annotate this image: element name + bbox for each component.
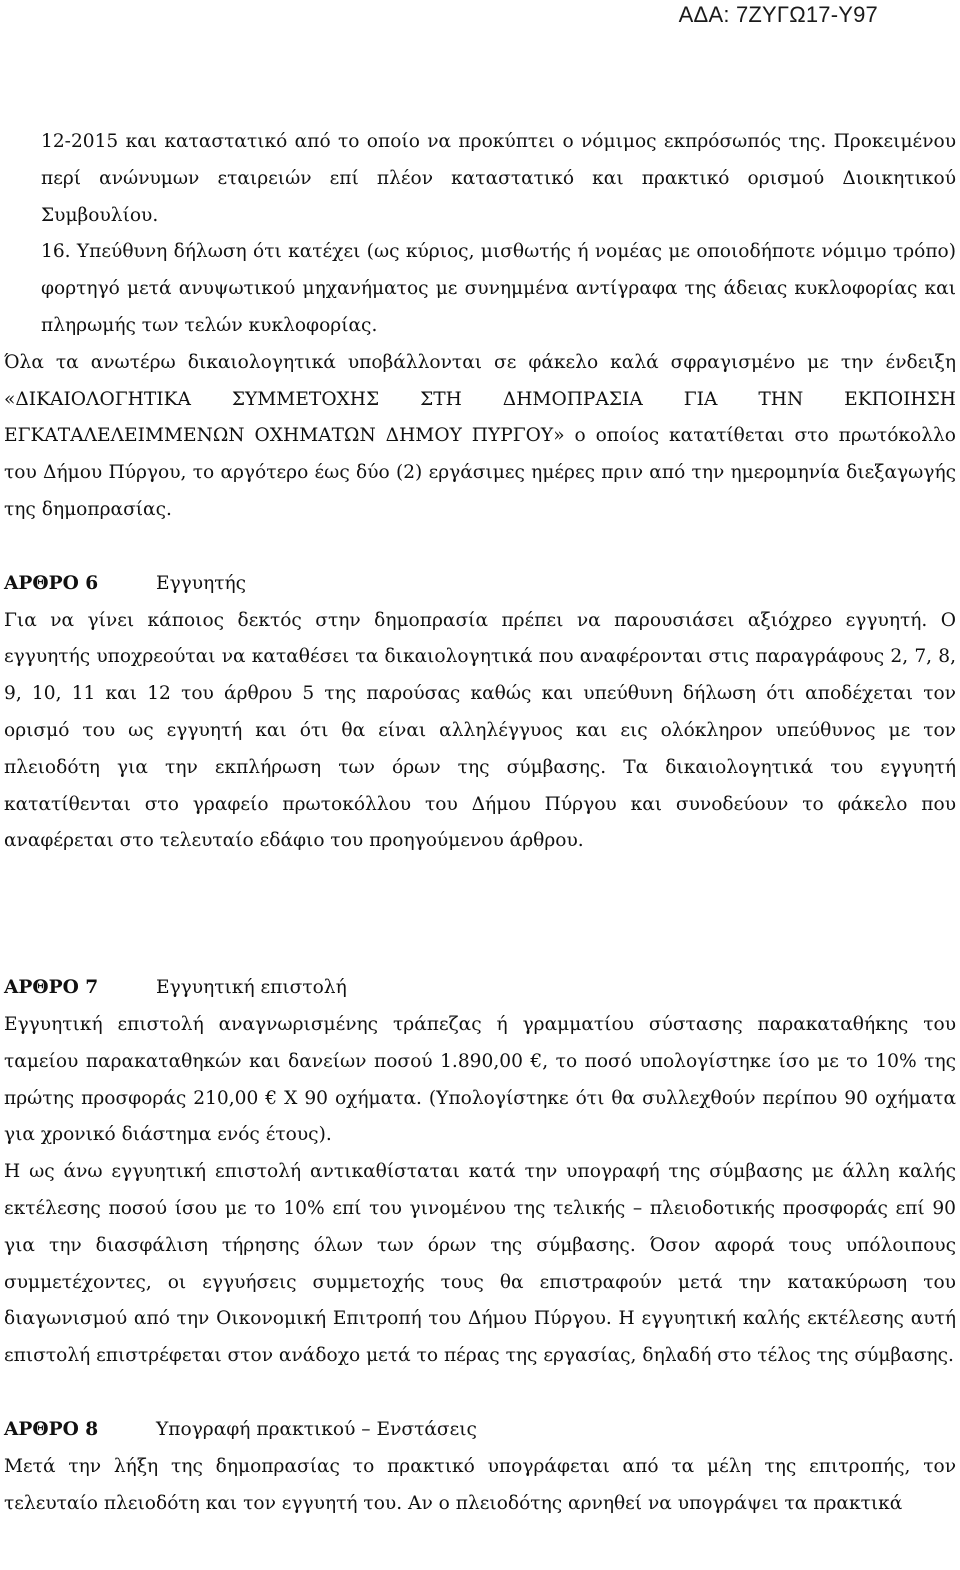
item-16: 16. Υπεύθυνη δήλωση ότι κατέχει (ως κύριος, μισθωτής ή νομέας με οποιοδήποτε νόμιμο τρόπο) φορτηγό μετά ανυψωτικού μηχανήματος με συνημμένα αντίγραφα της άδειας κυκλοφορίας και πληρωμής των τελών κυκλοφορίας. xyxy=(41,241,956,336)
spacer xyxy=(4,860,956,970)
submission-paragraph: Όλα τα ανωτέρω δικαιολογητικά υποβάλλονται σε φάκελο καλά σφραγισμένο με την ένδειξη «ΔΙΚΑΙΟΛΟΓΗΤΙΚΑ ΣΥΜΜΕΤΟΧΗΣ ΣΤΗ ΔΗΜΟΠΡΑΣΙΑ ΓΙΑ ΤΗΝ ΕΚΠΟΙΗΣΗ ΕΓΚΑΤΑΛΕΛΕΙΜΜΕΝΩΝ ΟΧΗΜΑΤΩΝ ΔΗΜΟΥ ΠΥΡΓΟΥ» ο οποίος κατατίθεται στο πρωτόκολλο του Δήμου Πύργου, το αργότερο έως δύο (2) εργάσιμες ημέρες πριν από την ημερομηνία διεξαγωγής της δημοπρασίας. xyxy=(4,351,956,520)
article-6-heading xyxy=(4,566,956,603)
article-8-number: ΑΡΘΡΟ 8 xyxy=(4,1418,99,1440)
document-body xyxy=(4,124,956,1522)
article-7-heading xyxy=(4,970,956,1007)
item-15-continuation: 12-2015 και καταστατικό από το οποίο να προκύπτει ο νόμιμος εκπρόσωπός της. Προκειμένου περί ανώνυμων εταιρειών επί πλέον καταστατικό και πρακτικό ορισμού Διοικητικού Συμβουλίου. xyxy=(41,131,956,226)
article-6-text: Για να γίνει κάποιος δεκτός στην δημοπρασία πρέπει να παρουσιάσει αξιόχρεο εγγυητή. Ο εγγυητής υποχρεούται να καταθέσει τα δικαιολογητικά που αναφέρονται στις παραγράφους 2, 7, 8, 9, 10, 11 και 12 του άρθρου 5 της παρούσας καθώς και υπεύθυνη δήλωση ότι αποδέχεται τον ορισμό του ως εγγυητή και ότι θα είναι αλληλέγγυος και εις ολόκληρον υπεύθυνος με τον πλειοδότη για την εκπλήρωση των όρων της σύμβασης. Τα δικαιολογητικά του εγγυητή κατατίθενται στο γραφείο πρωτοκόλλου του Δήμου Πύργου και συνοδεύουν το φάκελο που αναφέρεται στο τελευταίο εδάφιο του προηγούμενου άρθρου. xyxy=(4,609,956,852)
article-7-number: ΑΡΘΡΟ 7 xyxy=(4,977,99,999)
article-8-title: Υπογραφή πρακτικού – Ενστάσεις xyxy=(156,1418,477,1440)
article-8-text: Μετά την λήξη της δημοπρασίας το πρακτικό υπογράφεται από τα μέλη της επιτροπής, τον τελευταίο πλειοδότη και τον εγγυητή του. Αν ο πλειοδότης αρνηθεί να υπογράψει τα πρακτικά xyxy=(4,1455,956,1514)
article-7-text-2: Η ως άνω εγγυητική επιστολή αντικαθίσταται κατά την υπογραφή της σύμβασης με άλλη καλής εκτέλεσης ποσού ίσου με το 10% επί του γινομένου της τελικής – πλειοδοτικής προσφοράς επί 90 για την διασφάλιση τήρησης όλων των όρων της σύμβασης. Όσον αφορά τους υπόλοιπους συμμετέχοντες, οι εγγυήσεις συμμετοχής τους θα επιστραφούν μετά την κατακύρωση του διαγωνισμού από την Οικονομική Επιτροπή του Δήμου Πύργου. Η εγγυητική καλής εκτέλεσης αυτή επιστολή επιστρέφεται στον ανάδοχο μετά το πέρας της εργασίας, δηλαδή στο τέλος της σύμβασης. xyxy=(4,1161,956,1367)
spacer xyxy=(4,529,956,566)
article-8-heading xyxy=(4,1412,956,1449)
article-6-number: ΑΡΘΡΟ 6 xyxy=(4,572,99,594)
ada-code: ΑΔΑ: 7ΖΥΓΩ17-Υ97 xyxy=(678,2,878,27)
article-7-title: Εγγυητική επιστολή xyxy=(156,977,347,999)
spacer xyxy=(4,1375,956,1412)
article-6-title: Εγγυητής xyxy=(156,572,247,594)
article-7-text-1: Εγγυητική επιστολή αναγνωρισμένης τράπεζας ή γραμματίου σύστασης παρακαταθήκης του ταμείου παρακαταθηκών και δανείων ποσού 1.890,00 €, το ποσό υπολογίστηκε ίσο με το 10% της πρώτης προσφοράς 210,00 € Χ 90 οχήματα. (Υπολογίστηκε ότι θα συλλεχθούν περίπου 90 οχήματα για χρονικό διάστημα ενός έτους). xyxy=(4,1013,956,1146)
